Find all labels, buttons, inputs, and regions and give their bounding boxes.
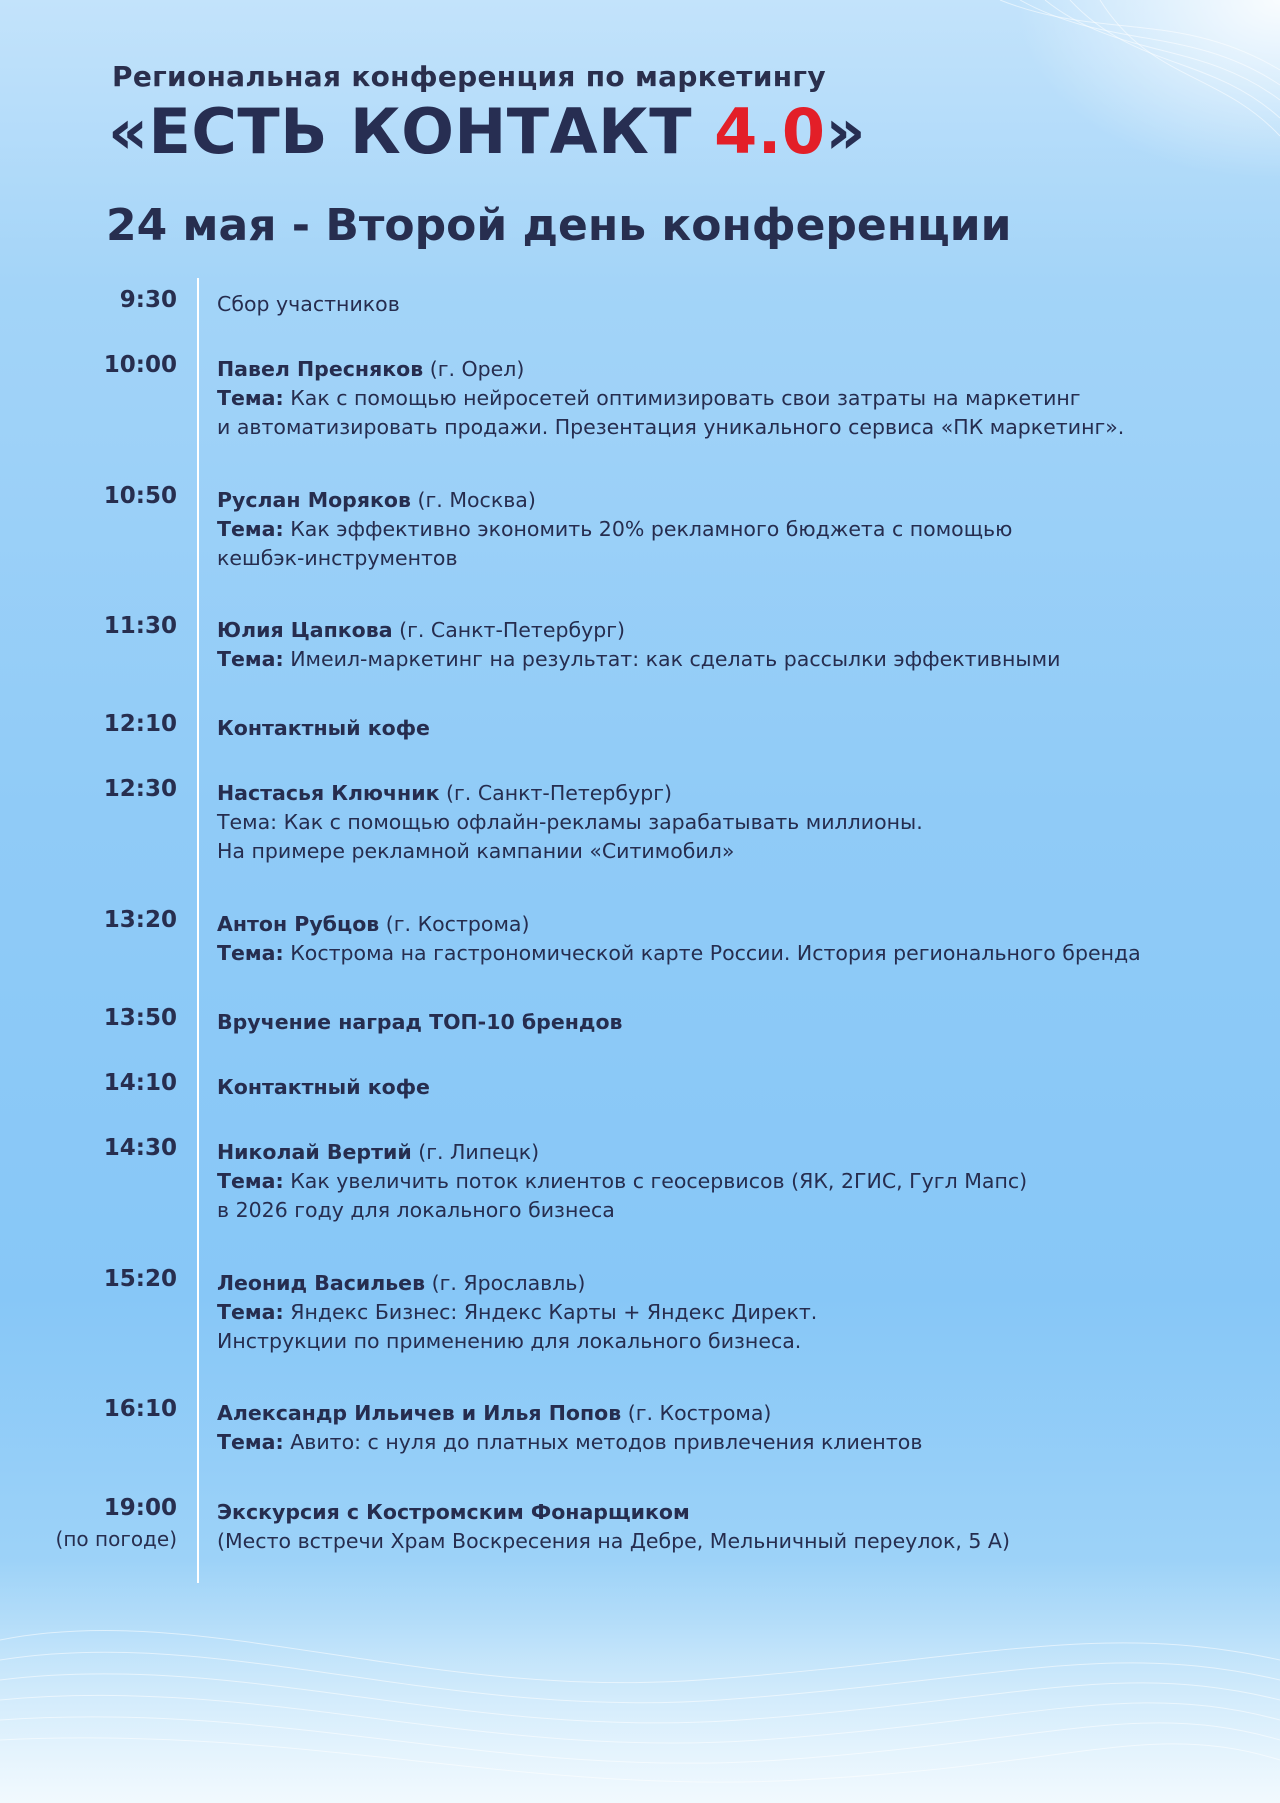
agenda-time: 16:10	[103, 1396, 177, 1422]
agenda-time: 13:20	[103, 907, 177, 933]
speaker-name: Павел Пресняков	[217, 357, 424, 381]
agenda-body	[217, 1399, 1257, 1457]
agenda-body	[217, 714, 1257, 743]
agenda-event: Сбор участников	[217, 292, 400, 316]
agenda-event: Контактный кофе	[217, 716, 430, 740]
speaker-city: (г. Ярославль)	[431, 1271, 586, 1295]
agenda-event: Контактный кофе	[217, 1075, 430, 1099]
topic-text: Тема: Как с помощью офлайн-рекламы зарабатывать миллионы.	[217, 810, 923, 834]
topic-text: Инструкции по применению для локального бизнеса.	[217, 1329, 802, 1353]
topic-text: Авито: с нуля до платных методов привлечения клиентов	[290, 1430, 923, 1454]
speaker-city: (г. Орел)	[429, 357, 525, 381]
agenda-time: 10:50	[103, 483, 177, 509]
title-main: «ЕСТЬ КОНТАКТ	[108, 95, 715, 168]
agenda-body	[217, 355, 1257, 442]
agenda-body	[217, 290, 1257, 319]
conference-subtitle: Региональная конференция по маркетингу	[112, 60, 826, 93]
speaker-city: (г. Санкт-Петербург)	[446, 781, 672, 805]
speaker-name: Юлия Цапкова	[217, 618, 393, 642]
speaker-city: (г. Липецк)	[418, 1140, 540, 1164]
speaker-city: (г. Кострома)	[385, 912, 530, 936]
topic-label: Тема:	[217, 1169, 284, 1193]
agenda-time: 14:30	[103, 1135, 177, 1161]
speaker-name: Леонид Васильев	[217, 1271, 426, 1295]
title-version: 4.0	[714, 95, 826, 168]
agenda-time: 11:30	[103, 613, 177, 639]
agenda-body	[217, 1008, 1257, 1037]
topic-text: Кострома на гастрономической карте России. История регионального бренда	[290, 941, 1141, 965]
agenda-event: Вручение наград ТОП-10 брендов	[217, 1010, 623, 1034]
agenda-event-location: (Место встречи Храм Воскресения на Дебре, Мельничный переулок, 5 А)	[217, 1529, 1010, 1553]
speaker-name: Настасья Ключник	[217, 781, 440, 805]
agenda-time: 12:30	[103, 776, 177, 802]
agenda-body	[217, 779, 1257, 866]
topic-text: Как с помощью нейросетей оптимизировать свои затраты на маркетинг	[290, 386, 1081, 410]
agenda-time-note: (по погоде)	[55, 1527, 177, 1551]
topic-text: кешбэк-инструментов	[217, 546, 458, 570]
topic-text: Как эффективно экономить 20% рекламного бюджета с помощью	[290, 517, 1013, 541]
topic-text: в 2026 году для локального бизнеса	[217, 1198, 615, 1222]
topic-label: Тема:	[217, 1430, 284, 1454]
topic-label: Тема:	[217, 1300, 284, 1324]
conference-title	[108, 96, 866, 167]
topic-label: Тема:	[217, 941, 284, 965]
topic-text: На примере рекламной кампании «Ситимобил»	[217, 839, 735, 863]
topic-label: Тема:	[217, 386, 284, 410]
speaker-name: Руслан Моряков	[217, 488, 411, 512]
agenda-time: 13:50	[103, 1005, 177, 1031]
title-close: »	[825, 95, 867, 168]
speaker-name: Александр Ильичев и Илья Попов	[217, 1401, 622, 1425]
agenda-time: 14:10	[103, 1070, 177, 1096]
speaker-city: (г. Москва)	[417, 488, 536, 512]
agenda-time: 9:30	[119, 287, 177, 313]
agenda-time: 15:20	[103, 1266, 177, 1292]
agenda-time: 19:00	[103, 1495, 177, 1521]
timeline-line	[197, 278, 199, 1583]
agenda-time: 10:00	[103, 352, 177, 378]
agenda-body	[217, 1269, 1257, 1356]
topic-label: Тема:	[217, 647, 284, 671]
agenda-body	[217, 1138, 1257, 1225]
topic-text: Как увеличить поток клиентов с геосервисов (ЯК, 2ГИС, Гугл Мапс)	[290, 1169, 1028, 1193]
day-title: 24 мая - Второй день конференции	[106, 200, 1012, 251]
topic-label: Тема:	[217, 517, 284, 541]
speaker-name: Николай Вертий	[217, 1140, 412, 1164]
speaker-name: Антон Рубцов	[217, 912, 380, 936]
agenda-body	[217, 1073, 1257, 1102]
agenda-event: Экскурсия с Костромским Фонарщиком	[217, 1500, 690, 1524]
speaker-city: (г. Санкт-Петербург)	[399, 618, 626, 642]
speaker-city: (г. Кострома)	[627, 1401, 772, 1425]
topic-text: Имеил-маркетинг на результат: как сделать рассылки эффективными	[290, 647, 1061, 671]
agenda-body	[217, 616, 1257, 674]
topic-text: и автоматизировать продажи. Презентация уникального сервиса «ПК маркетинг».	[217, 415, 1125, 439]
agenda-body	[217, 910, 1257, 968]
agenda-body	[217, 1498, 1257, 1556]
agenda-body	[217, 486, 1257, 573]
agenda-time: 12:10	[103, 711, 177, 737]
topic-text: Яндекс Бизнес: Яндекс Карты + Яндекс Директ.	[290, 1300, 818, 1324]
